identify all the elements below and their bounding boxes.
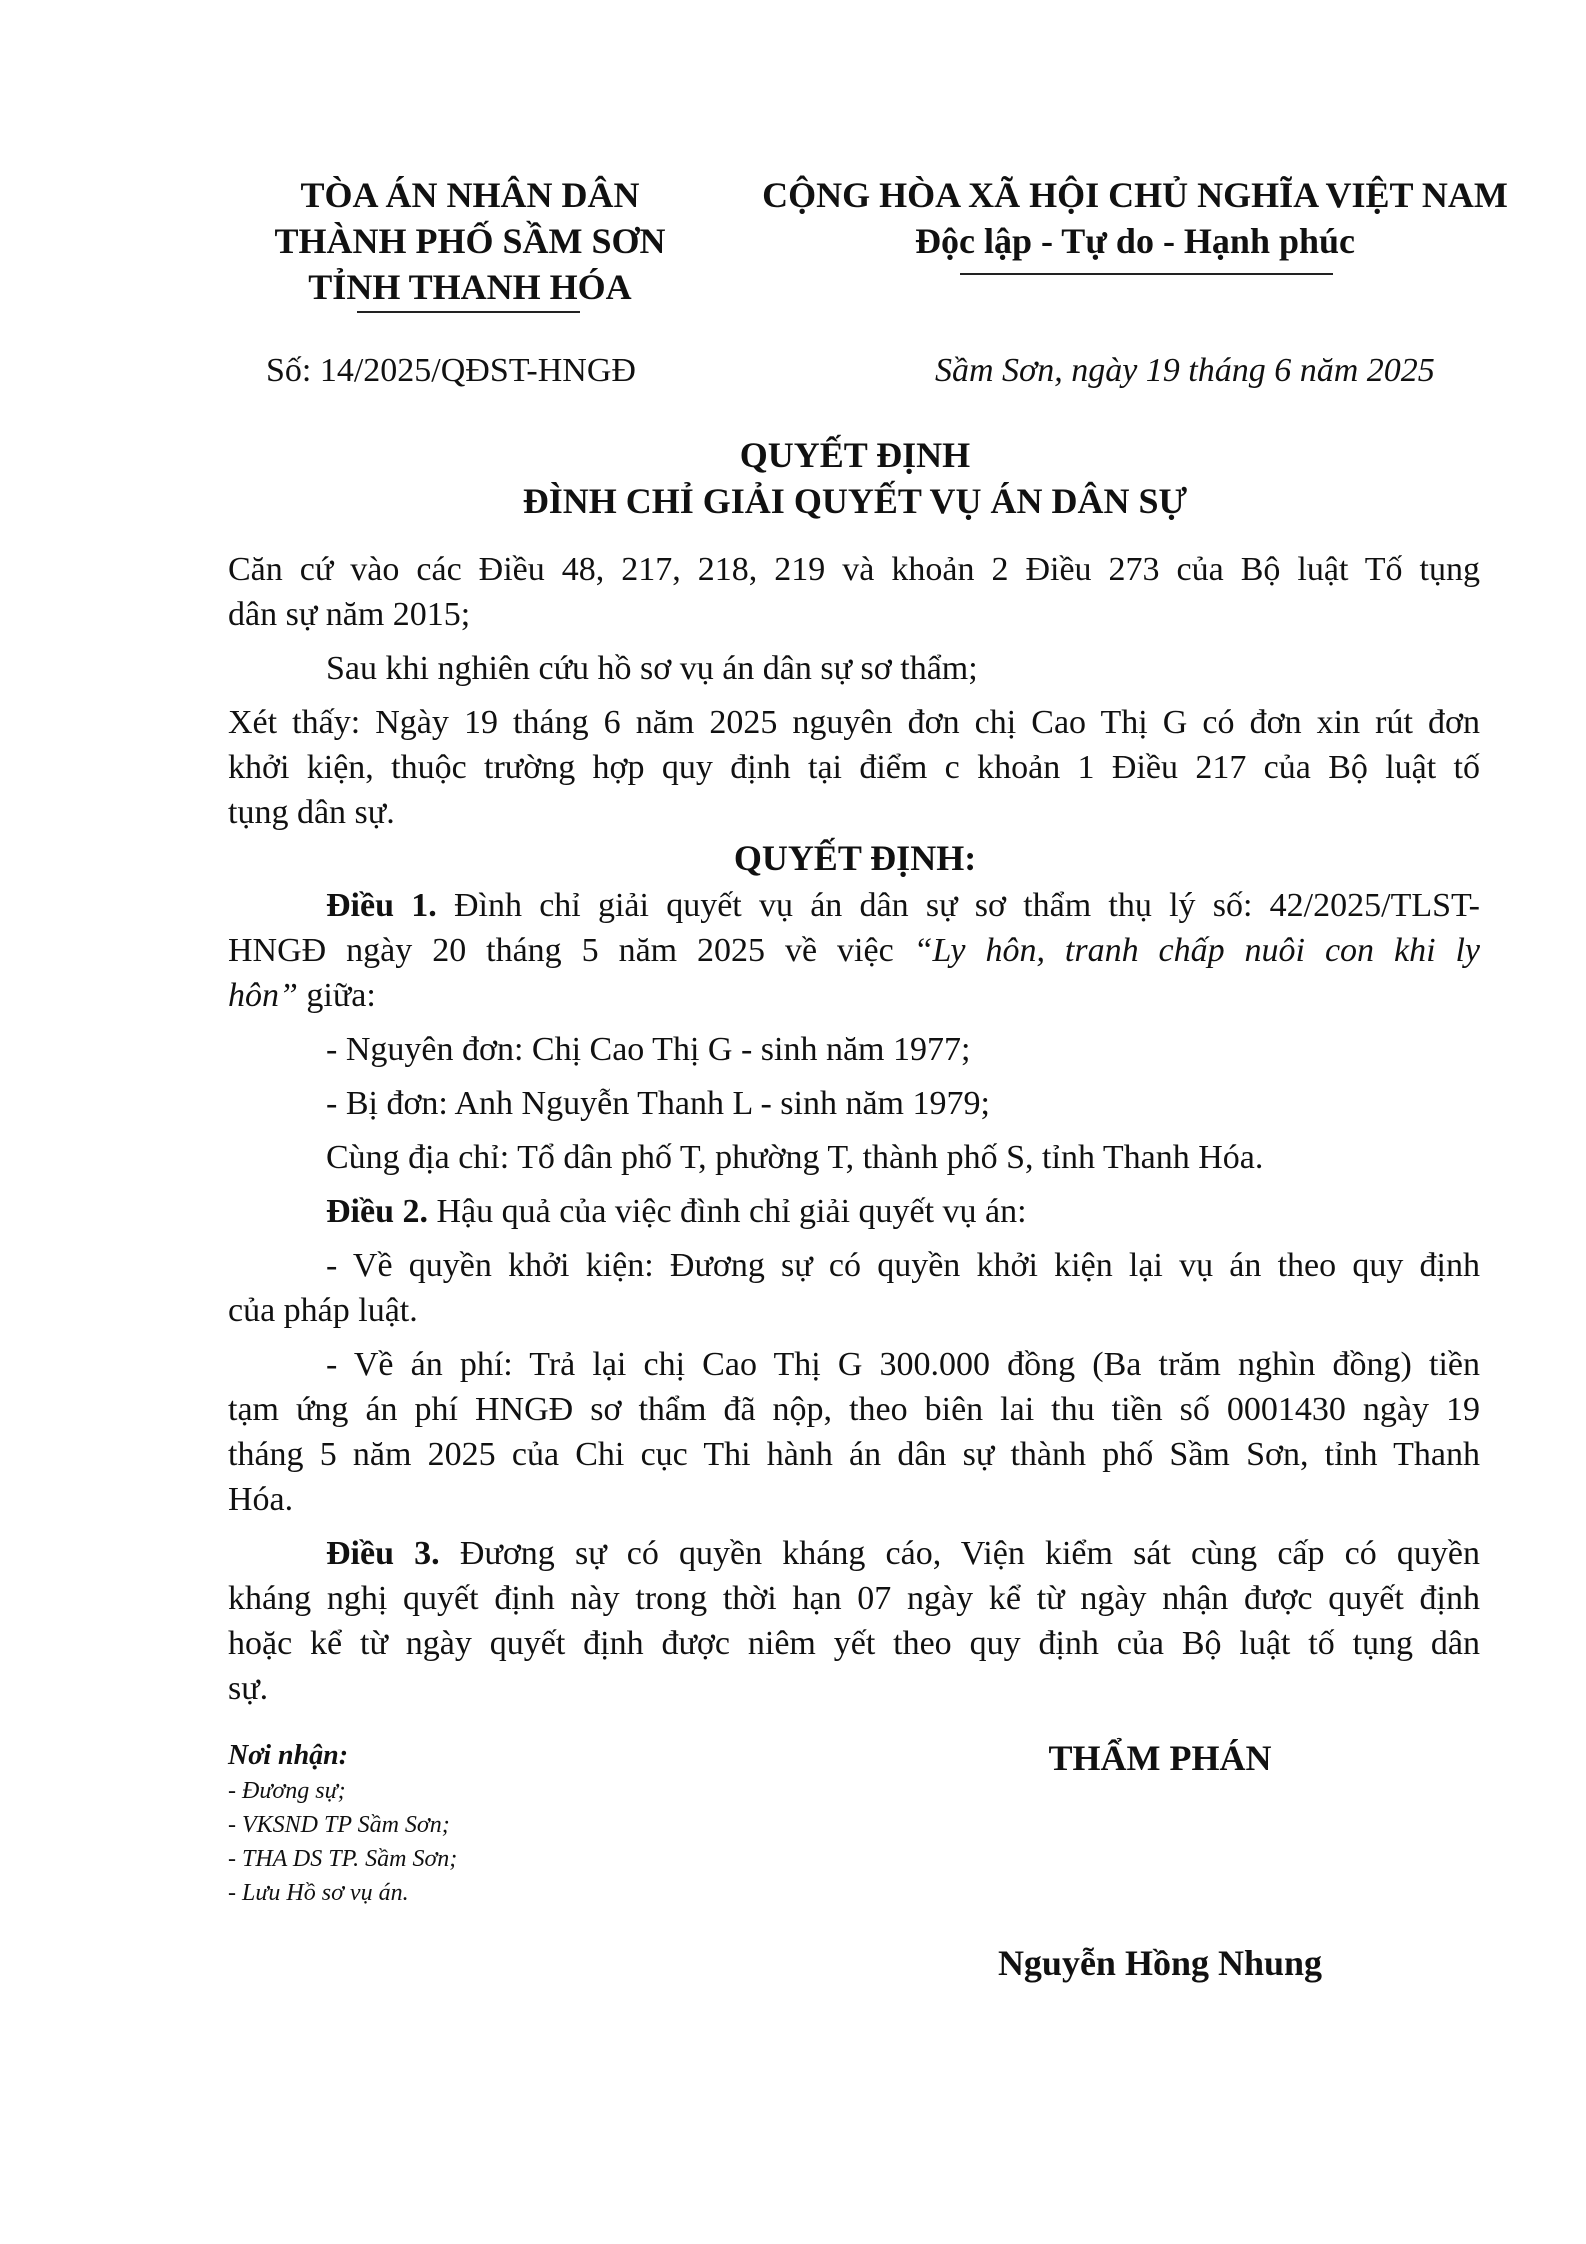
article3-line1 (326, 1531, 1480, 1576)
title-line1: QUYẾT ĐỊNH (739, 435, 971, 475)
recipient-item: - Lưu Hồ sơ vụ án. (228, 1880, 409, 1906)
republic-name: CỘNG HÒA XÃ HỘI CHỦ NGHĨA VIỆT NAM (762, 175, 1508, 215)
article3-line4: sự. (228, 1670, 269, 1707)
court-name-line2: THÀNH PHỐ SẦM SƠN (274, 221, 666, 261)
republic-motto: Độc lập - Tự do - Hạnh phúc (914, 221, 1356, 261)
can-cu-line2: dân sự năm 2015; (228, 596, 471, 633)
court-header-underline (357, 311, 580, 313)
can-cu-line1: Căn cứ vào các Điều 48, 217, 218, 219 và khoản 2 Điều 273 của Bộ luật Tố tụng (228, 551, 1480, 588)
place-and-date: Sầm Sơn, ngày 19 tháng 6 năm 2025 (935, 352, 1435, 389)
xet-thay-line3: tụng dân sự. (228, 794, 395, 831)
decision-heading: QUYẾT ĐỊNH: (733, 838, 977, 878)
article2-right-line2: của pháp luật. (228, 1292, 418, 1329)
article2-line1 (326, 1189, 1578, 1234)
article3-label: Điều 3. (326, 1535, 440, 1572)
title-line2: ĐÌNH CHỈ GIẢI QUYẾT VỤ ÁN DÂN SỰ (522, 481, 1188, 521)
article1-line2-text: HNGĐ ngày 20 tháng 5 năm 2025 về việc (228, 932, 914, 969)
court-header (230, 172, 710, 310)
article2-fee-line1: - Về án phí: Trả lại chị Cao Thị G 300.000 đồng (Ba trăm nghìn đồng) tiền (326, 1346, 1480, 1383)
article3-text: Đương sự có quyền kháng cáo, Viện kiểm sát cùng cấp có quyền (439, 1535, 1481, 1572)
case-subject-end: hôn” (228, 977, 298, 1014)
recipient-item: - THA DS TP. Sầm Sơn; (228, 1846, 458, 1872)
article2-fee-line2: tạm ứng án phí HNGĐ sơ thẩm đã nộp, theo biên lai thu tiền số 0001430 ngày 19 (228, 1391, 1480, 1428)
defendant: - Bị đơn: Anh Nguyễn Thanh L - sinh năm 1979; (326, 1085, 990, 1122)
xet-thay-line1: Xét thấy: Ngày 19 tháng 6 năm 2025 nguyên đơn chị Cao Thị G có đơn xin rút đơn (228, 704, 1480, 741)
article2-label: Điều 2. (326, 1193, 428, 1230)
article1-line1 (326, 883, 1480, 928)
recipient-item: - VKSND TP Sầm Sơn; (228, 1812, 450, 1838)
document-title (230, 432, 1480, 524)
article2-fee-line3: tháng 5 năm 2025 của Chi cục Thi hành án dân sự thành phố Sầm Sơn, tỉnh Thanh (228, 1436, 1480, 1473)
article1-line3 (228, 973, 1480, 1018)
article1-line3-text: giữa: (297, 977, 376, 1014)
plaintiff: - Nguyên đơn: Chị Cao Thị G - sinh năm 1977; (326, 1031, 971, 1068)
shared-address: Cùng địa chỉ: Tổ dân phố T, phường T, thành phố S, tỉnh Thanh Hóa. (326, 1139, 1264, 1176)
article2-fee-line4: Hóa. (228, 1481, 294, 1518)
article1-label: Điều 1. (326, 887, 437, 924)
court-name-line1: TÒA ÁN NHÂN DÂN (300, 175, 640, 215)
article2-text: Hậu quả của việc đình chỉ giải quyết vụ án: (428, 1193, 1027, 1230)
case-subject: “Ly hôn, tranh chấp nuôi con khi ly (913, 932, 1480, 969)
article3-line3: hoặc kể từ ngày quyết định được niêm yết theo quy định của Bộ luật tố tụng dân (228, 1625, 1480, 1662)
article3-line2: kháng nghị quyết định này trong thời hạn 07 ngày kể từ ngày nhận được quyết định (228, 1580, 1480, 1617)
article1-line2 (228, 928, 1480, 973)
recipients-title: Nơi nhận: (228, 1740, 349, 1771)
republic-header (730, 172, 1540, 264)
document-number: Số: 14/2025/QĐST-HNGĐ (266, 352, 636, 389)
republic-motto-underline (960, 273, 1333, 275)
article2-right-line1: - Về quyền khởi kiện: Đương sự có quyền khởi kiện lại vụ án theo quy định (326, 1247, 1480, 1284)
recipients-block (228, 1738, 728, 1910)
sau-khi-nghien-cuu: Sau khi nghiên cứu hồ sơ vụ án dân sự sơ thẩm; (326, 650, 978, 687)
court-name-line3: TỈNH THANH HÓA (308, 267, 632, 307)
article1-text: Đình chỉ giải quyết vụ án dân sự sơ thẩm thụ lý số: 42/2025/TLST- (436, 887, 1480, 924)
judge-name: Nguyễn Hồng Nhung (997, 1943, 1323, 1983)
judge-title: THẨM PHÁN (1048, 1738, 1272, 1778)
xet-thay-line2: khởi kiện, thuộc trường hợp quy định tại điểm c khoản 1 Điều 217 của Bộ luật tố (228, 749, 1480, 786)
recipient-item: - Đương sự; (228, 1778, 346, 1804)
